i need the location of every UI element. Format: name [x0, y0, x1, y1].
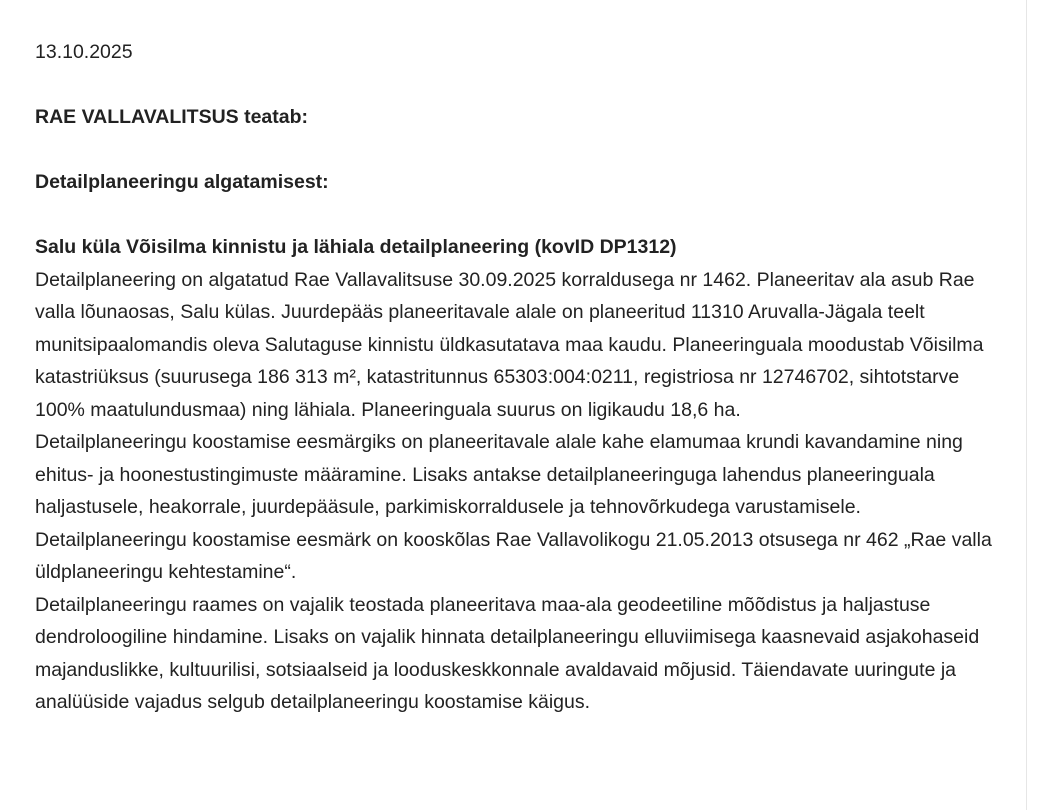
notice-date: 13.10.2025 [35, 41, 133, 63]
paragraph-compliance: Detailplaneeringu koostamise eesmärk on kooskõlas Rae Vallavolikogu 21.05.2013 otsusega nr 462 „Rae valla üldplaneeringu kehtestamine“. [35, 528, 992, 583]
paragraph-objective: Detailplaneeringu koostamise eesmärgiks on planeeritavale alale kahe elamumaa krundi kavandamine ning ehitus- ja hoonestustingimuste määramine. Lisaks antakse detailplaneeringuga lahendus planeeringuala haljastusele, heakorrale, juurdepääsule, parkimiskorraldusele ja tehnovõrkudega varustamisele. [35, 431, 963, 518]
page-divider [1026, 0, 1027, 810]
paragraph-studies: Detailplaneeringu raames on vajalik teostada planeeritava maa-ala geodeetiline mõõdistus ja haljastuse dendroloogiline hindamine. Lisaks on vajalik hinnata detailplaneeringu elluviimisega kaasnevaid asjakohaseid majanduslikke, kultuurilisi, sotsiaalseid ja looduskeskkonnale avaldavaid mõjusid. Täiendavate uuringute ja analüüside vajadus selgub detailplaneeringu koostamise käigus. [35, 593, 980, 713]
notice-announcer: RAE VALLAVALITSUS teatab: [35, 106, 309, 128]
plan-title: Salu küla Võisilma kinnistu ja lähiala detailplaneering (kovID DP1312) [35, 236, 677, 258]
notice-content [35, 36, 995, 719]
section-heading: Detailplaneeringu algatamisest: [35, 171, 329, 193]
paragraph-initiation: Detailplaneering on algatatud Rae Vallavalitsuse 30.09.2025 korraldusega nr 1462. Planeeritav ala asub Rae valla lõunaosas, Salu külas. Juurdepääs planeeritavale alale on planeeritud 11310 Aruvalla-Jägala teelt munitsipaalomandis oleva Salutaguse kinnistu üldkasutatava maa kaudu. Planeeringuala moodustab Võisilma katastriüksus (suurusega 186 313 m², katastritunnus 65303:004:0211, registriosa nr 12746702, sihtotstarve 100% maatulundusmaa) ning lähiala. Planeeringuala suurus on ligikaudu 18,6 ha. [35, 268, 984, 421]
